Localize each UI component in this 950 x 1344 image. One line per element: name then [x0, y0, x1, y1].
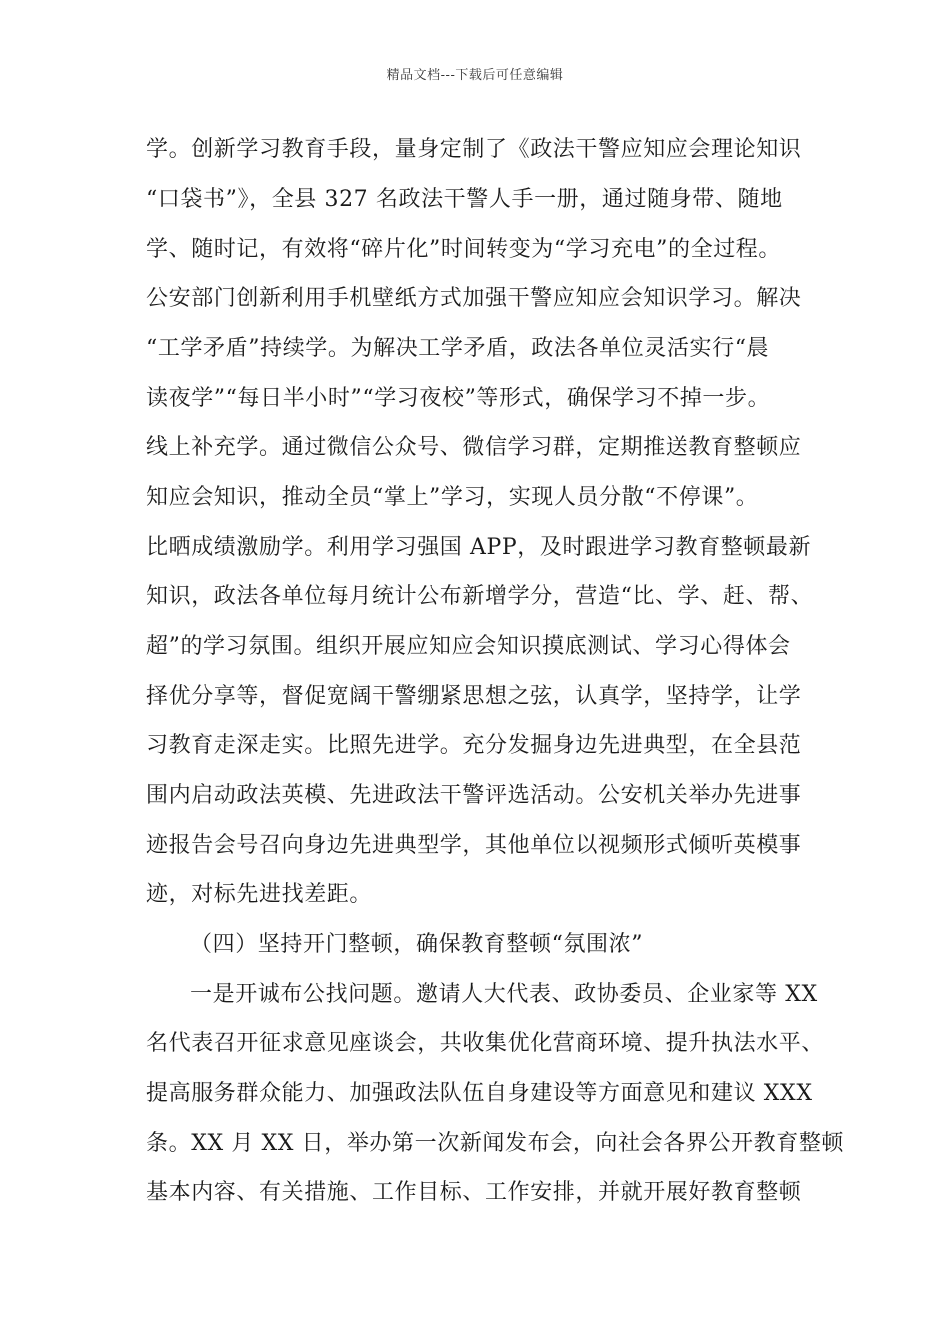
text-line: 一是开诚布公找问题。邀请人大代表、政协委员、企业家等 XX [190, 982, 818, 1007]
text-line: 名代表召开征求意见座谈会，共收集优化营商环境、提升执法水平、 [146, 1031, 825, 1056]
text-line: 围内启动政法英模、先进政法干警评选活动。公安机关举办先进事 [146, 783, 802, 808]
text-line: 学、随时记，有效将“碎片化”时间转变为“学习充电”的全过程。 [146, 237, 781, 262]
text-line: 迹报告会号召向身边先进典型学，其他单位以视频形式倾听英模事 [146, 833, 802, 858]
text-line: 比晒成绩激励学。利用学习强国 APP，及时跟进学习教育整顿最新 [146, 535, 812, 560]
text-line: 读夜学”“每日半小时”“学习夜校”等形式，确保学习不掉一步。 [146, 386, 771, 411]
section-heading: （四）坚持开门整顿，确保教育整顿“氛围浓” [190, 932, 644, 957]
text-line: “工学矛盾”持续学。为解决工学矛盾，政法各单位灵活实行“晨 [146, 336, 770, 361]
text-line: 基本内容、有关措施、工作目标、工作安排，并就开展好教育整顿 [146, 1180, 802, 1205]
text-line: 超”的学习氛围。组织开展应知应会知识摸底测试、学习心得体会 [146, 634, 791, 659]
text-line: 择优分享等，督促宽阔干警绷紧思想之弦，认真学，坚持学，让学 [146, 684, 802, 709]
text-line: 线上补充学。通过微信公众号、微信学习群，定期推送教育整顿应 [146, 435, 802, 460]
text-line: 公安部门创新利用手机壁纸方式加强干警应知应会知识学习。解决 [146, 286, 802, 311]
text-line: 习教育走深走实。比照先进学。充分发掘身边先进典型，在全县范 [146, 733, 802, 758]
text-line: “口袋书”》，全县 327 名政法干警人手一册，通过随身带、随地 [146, 187, 783, 212]
text-line: 知应会知识，推动全员“掌上”学习，实现人员分散“不停课”。 [146, 485, 759, 510]
page-header: 精品文档---下载后可任意编辑 [386, 68, 564, 83]
text-line: 提高服务群众能力、加强政法队伍自身建设等方面意见和建议 XXX [146, 1081, 813, 1106]
text-line: 知识，政法各单位每月统计公布新增学分，营造“比、学、赶、帮、 [146, 584, 814, 609]
text-line: 迹，对标先进找差距。 [146, 882, 373, 907]
text-line: 学。创新学习教育手段，量身定制了《政法干警应知应会理论知识 [146, 137, 802, 162]
text-line: 条。XX 月 XX 日，举办第一次新闻发布会，向社会各界公开教育整顿 [146, 1131, 845, 1156]
